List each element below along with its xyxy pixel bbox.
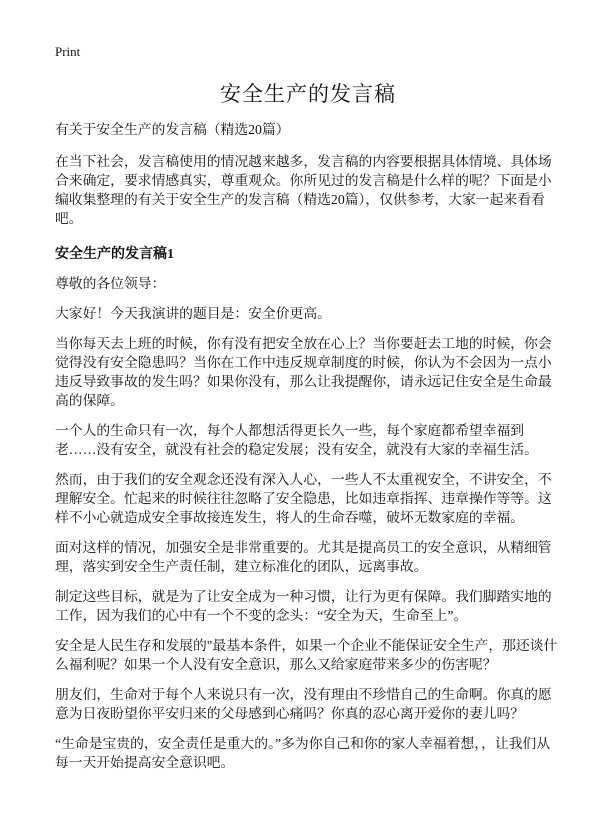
intro-paragraph: 在当下社会，发言稿使用的情况越来越多，发言稿的内容要根据具体情境、具体场合来确定，要求情感真实，尊重观众。你所见过的发言稿是什么样的呢？下面是小编收集整理的有关于安全生产的发言稿（精选20篇），仅供参考，大家一起来看看吧。 (55, 154, 552, 226)
section-heading: 安全生产的发言稿1 (55, 247, 174, 262)
paragraph: 然而，由于我们的安全观念还没有深入人心，一些人不太重视安全，不讲安全，不理解安全。忙起来的时候往往忽略了安全隐患，比如违章指挥、违章操作等等。这样不小心就造成安全事故接连发生，将人的生命吞噬，破坏无数家庭的幸福。 (55, 472, 552, 525)
paragraph: “生命是宝贵的，安全责任是重大的。”多为你自己和你的家人幸福着想，，让我们从每一天开始提高安全意识吧。 (55, 736, 551, 770)
paragraph: 大家好！今天我演讲的题目是：安全价更高。 (55, 306, 331, 321)
paragraph: 安全是人民生存和发展的"最基本条件，如果一个企业不能保证安全生产，那还谈什么福利呢？如果一个人没有安全意识，那么又给家庭带来多少的伤害呢？ (55, 638, 558, 672)
paragraph: 当你每天去上班的时候，你有没有把安全放在心上？当你要赶去工地的时候，你会觉得没有安全隐患吗？当你在工作中违反规章制度的时候，你认为不会因为一点小违反导致事故的发生吗？如果你没有，那么让我提醒你，请永远记住安全是生命最高的保障。 (55, 336, 552, 408)
document-page (55, 44, 561, 783)
paragraph: 朋友们，生命对于每个人来说只有一次，没有理由不珍惜自己的生命啊。你真的愿意为日夜盼望你平安归来的父母感到心痛吗？你真的忍心离开爱你的妻儿吗？ (55, 687, 552, 721)
subtitle: 有关于安全生产的发言稿（精选20篇） (55, 122, 290, 137)
print-link[interactable]: Print (55, 44, 81, 59)
paragraph: 一个人的生命只有一次，每个人都想活得更长久一些，每个家庭都希望幸福到老……没有安全，就没有社会的稳定发展；没有安全，就没有大家的幸福生活。 (55, 423, 538, 457)
paragraph: 制定这些目标，就是为了让安全成为一种习惯，让行为更有保障。我们脚踏实地的工作，因为我们的心中有一个不变的念头：“安全为天，生命至上”。 (55, 589, 552, 623)
paragraph: 面对这样的情况，加强安全是非常重要的。尤其是提高员工的安全意识，从精细管理，落实到安全生产责任制，建立标准化的团队，远离事故。 (55, 540, 552, 574)
paragraph: 尊敬的各位领导： (55, 276, 166, 291)
page-title: 安全生产的发言稿 (220, 82, 396, 106)
